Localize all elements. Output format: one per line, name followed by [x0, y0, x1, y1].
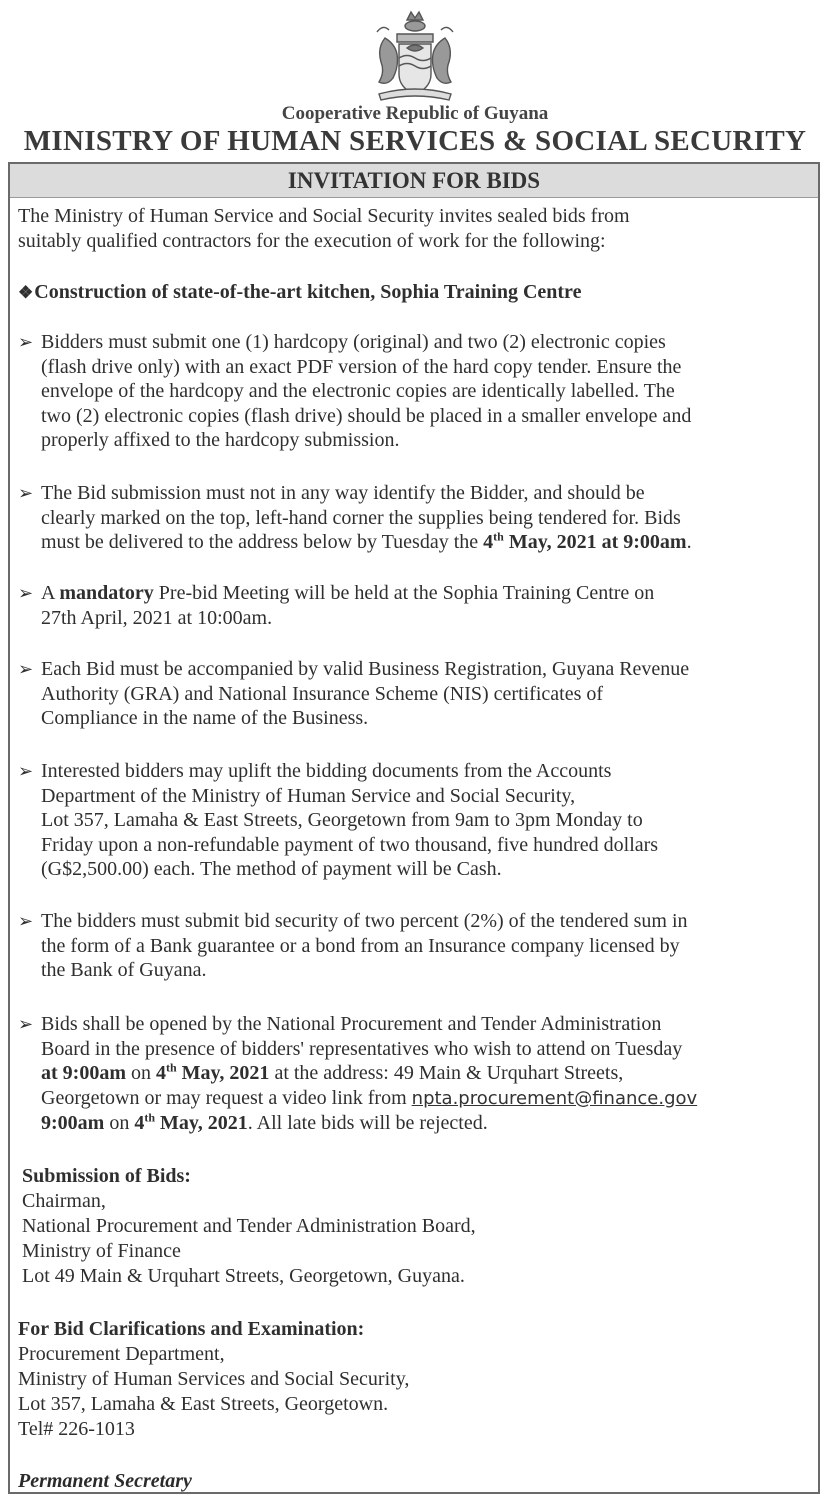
address-line: Ministry of Human Services and Social Security,: [18, 1368, 410, 1390]
bullet-line: Interested bidders may uplift the bidding documents from the Accounts: [41, 760, 612, 782]
bullet-line: (flash drive only) with an exact PDF version of the hard copy tender. Ensure the: [41, 355, 682, 378]
bullet-line: [41, 1061, 697, 1086]
deadline-day: 4: [483, 531, 494, 553]
bullet-line: two (2) electronic copies (flash drive) should be placed in a smaller envelope and: [41, 404, 692, 427]
ordinal-suffix: th: [144, 1110, 155, 1125]
bullet-line: the Bank of Guyana.: [41, 959, 207, 981]
list-item: [18, 657, 689, 731]
address-line: Chairman,: [22, 1190, 106, 1212]
project-title: Construction of state-of-the-art kitchen, Sophia Training Centre: [34, 281, 582, 303]
list-item: [18, 909, 688, 983]
bullet-text: Pre-bid Meeting will be held at the Sophia Training Centre on: [153, 582, 655, 604]
bullet-line: Each Bid must be accompanied by valid Business Registration, Guyana Revenue: [41, 658, 690, 680]
bullet-line: Bidders must submit one (1) hardcopy (original) and two (2) electronic copies: [41, 331, 666, 353]
address-line: Ministry of Finance: [22, 1240, 181, 1262]
bullet-line: envelope of the hardcopy and the electronic copies are identically labelled. The: [41, 380, 675, 402]
submission-title: Submission of Bids:: [22, 1165, 191, 1187]
address-line: National Procurement and Tender Administration Board,: [22, 1215, 476, 1237]
country-name: Cooperative Republic of Guyana: [281, 103, 549, 124]
bullet-line: Bids shall be opened by the National Procurement and Tender Administration: [41, 1013, 662, 1035]
arrow-bullet-icon: ➢: [18, 659, 34, 679]
bullet-text: on: [104, 1112, 135, 1134]
arrow-bullet-icon: ➢: [18, 332, 34, 352]
bullet-text: Georgetown or may request a video link from: [41, 1086, 412, 1109]
project-heading: [18, 280, 581, 306]
address-line: Lot 49 Main & Urquhart Streets, Georgetown, Guyana.: [22, 1265, 465, 1287]
diamond-bullet-icon: ❖: [18, 283, 34, 302]
list-item: [18, 330, 691, 453]
opening-time: 9:00am: [41, 1112, 105, 1134]
email-link[interactable]: npta.procurement@finance.gov: [411, 1087, 698, 1109]
bullet-line: Authority (GRA) and National Insurance Scheme (NIS) certificates of: [41, 682, 604, 705]
list-item: [18, 759, 658, 882]
deadline-text: must be delivered to the address below by Tuesday the: [41, 531, 484, 553]
intro-paragraph: [18, 204, 630, 253]
bullet-line: clearly marked on the top, left-hand corner the supplies being tendered for. Bids: [41, 506, 681, 529]
bullet-text: A: [41, 582, 60, 604]
bullet-line: [41, 1086, 697, 1112]
bullet-line: [41, 530, 692, 555]
ordinal-suffix: th: [165, 1060, 177, 1075]
bullet-line: Friday upon a non-refundable payment of two thousand, five hundred dollars: [41, 833, 659, 856]
bullet-line: [41, 581, 654, 606]
address-line: Lot 357, Lamaha & East Streets, Georgetown.: [18, 1393, 389, 1415]
arrow-bullet-icon: ➢: [18, 1014, 34, 1034]
arrow-bullet-icon: ➢: [18, 483, 34, 503]
bullet-line: the form of a Bank guarantee or a bond from an Insurance company licensed by: [41, 934, 680, 957]
deadline-date: May, 2021 at 9:00am: [503, 531, 687, 553]
bullet-text: at the address: 49 Main & Urquhart Streets,: [269, 1062, 624, 1084]
bullet-line: [41, 1111, 697, 1136]
signature-title: Permanent Secretary: [18, 1470, 192, 1492]
ordinal-suffix: th: [493, 529, 504, 544]
clarification-section: [18, 1317, 409, 1442]
bullet-line: Lot 357, Lamaha & East Streets, Georgetown from 9am to 3pm Monday to: [41, 809, 643, 831]
submission-section: [22, 1164, 476, 1289]
bullet-text: . All late bids will be rejected.: [247, 1112, 488, 1134]
opening-day: 4: [134, 1112, 145, 1134]
opening-date: May, 2021: [176, 1062, 270, 1084]
banner-title: INVITATION FOR BIDS: [10, 164, 818, 198]
bullet-line: The Bid submission must not in any way identify the Bidder, and should be: [41, 482, 645, 504]
bullet-line: (G$2,500.00) each. The method of payment will be Cash.: [41, 858, 502, 880]
clarification-title: For Bid Clarifications and Examination:: [18, 1318, 365, 1340]
arrow-bullet-icon: ➢: [18, 761, 34, 781]
address-line: Procurement Department,: [18, 1343, 225, 1365]
opening-day: 4: [155, 1062, 166, 1084]
bullet-line: Board in the presence of bidders' representatives who wish to attend on Tuesday: [41, 1037, 683, 1060]
bullet-line: properly affixed to the hardcopy submission.: [41, 429, 400, 451]
list-item: [18, 581, 654, 630]
bullet-line: Department of the Ministry of Human Service and Social Security,: [41, 784, 576, 807]
list-item: [18, 1012, 697, 1136]
bullet-line: Compliance in the name of the Business.: [41, 707, 369, 729]
bullet-text: on: [125, 1062, 156, 1084]
list-item: [18, 481, 692, 555]
mandatory-label: mandatory: [59, 582, 154, 604]
opening-time: at 9:00am: [41, 1062, 126, 1084]
period: .: [686, 531, 692, 553]
ministry-name: MINISTRY OF HUMAN SERVICES & SOCIAL SECURITY: [23, 125, 807, 157]
intro-line: The Ministry of Human Service and Social Security invites sealed bids from: [18, 205, 630, 227]
intro-line: suitably qualified contractors for the execution of work for the following:: [18, 229, 606, 252]
notice-box: [8, 162, 820, 1494]
arrow-bullet-icon: ➢: [18, 583, 34, 603]
arrow-bullet-icon: ➢: [18, 911, 34, 931]
bullet-line: 27th April, 2021 at 10:00am.: [41, 606, 273, 629]
opening-date: May, 2021: [155, 1112, 248, 1134]
coat-of-arms-icon: [364, 8, 466, 108]
bullet-line: The bidders must submit bid security of two percent (2%) of the tendered sum in: [41, 910, 688, 932]
address-line: Tel# 226-1013: [18, 1418, 135, 1440]
